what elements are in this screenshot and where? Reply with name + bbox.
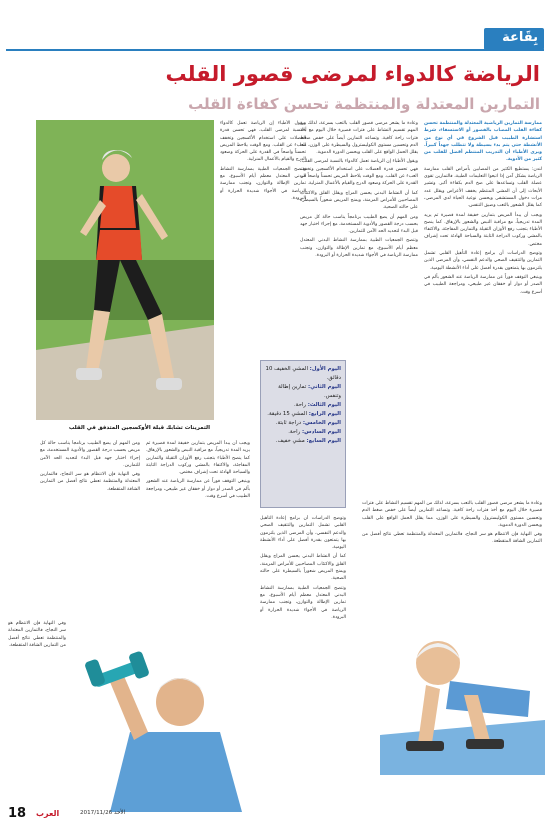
article-column-bottom-left (8, 620, 66, 805)
body-paragraph: وعادة ما يشعر مرضى قصور القلب بالتعب بسرعة، لذلك من المهم تقسيم النشاط على فترات قصيرة خلال اليوم مع أخذ فترات راحة كافية. وتساعد التمارين أيضاً على خفض ضغط الدم وتحسين مستوى الكوليسترول والسيطرة على الوزن، مما يقلل الحمل الواقع على القلب ويحسن الدورة الدموية. (362, 501, 542, 528)
issue-date: الأحد 2017/11/26 (80, 810, 126, 816)
article-column-lower-left (40, 440, 140, 610)
body-paragraph: وتنصح الجمعيات الطبية بممارسة النشاط البدني المعتدل معظم أيام الأسبوع، مع تمارين الإطالة والتوازن، وتجنب ممارسة الرياضة في الأجواء شديدة الحرارة أو البرودة. (300, 238, 418, 259)
headline: الرياضة كالدواء لمرضى قصور القلب (165, 62, 540, 86)
body-paragraph: وتوضح الدراسات أن برامج إعادة التأهيل القلبي تشمل التمارين والتثقيف الصحي والدعم النفسي، وأن المرضى الذين يلتزمون بها يتمتعون بقدرة أفضل على أداء الأنشطة اليومية. (260, 516, 346, 551)
body-paragraph: وتوضح الدراسات أن برامج إعادة التأهيل القلبي تشمل التمارين والتثقيف الصحي والدعم النفسي، وأن المرضى الذين يلتزمون بها يتمتعون بقدرة أفضل على أداء الأنشطة اليومية. (424, 251, 542, 271)
body-paragraph: ويجب أن يبدأ المريض بتمارين خفيفة لمدة قصيرة ثم يزيد المدة تدريجياً، مع مراقبة النبض والشعور بالإرهاق. كما ينصح الأطباء بتجنب رفع الأوزان الثقيلة والتمارين المفاجئة، والاكتفاء بالمشي وركوب الدراجة الثابتة والسباحة الهادئة تحت إشراف مختص. (424, 212, 542, 247)
dumbbell-man-photo (70, 612, 242, 812)
schedule-item: اليوم السابع: مشي خفيف. (275, 438, 341, 444)
schedule-item: اليوم الثاني: تمارين إطالة وتنفس. (278, 384, 341, 399)
page-number: 18 (8, 806, 27, 821)
pushup-man-photo (380, 625, 545, 775)
header-rule (6, 49, 544, 51)
schedule-item: اليوم الأول: المشي الخفيف 10 دقائق. (265, 366, 341, 381)
article-column-middle-left (220, 120, 306, 352)
body-paragraph: كما أن النشاط البدني يحسن المزاج ويقلل القلق والاكتئاب المصاحبين للأمراض المزمنة، ويمنح المريض شعوراً بالسيطرة على حالته الصحية. (260, 554, 346, 582)
schedule-item: اليوم الخامس: دراجة ثابتة. (275, 420, 341, 426)
body-paragraph: ويقول الأطباء إن الرياضة تعمل كالدواء بالنسبة لمرضى القلب، فهي تحسن قدرة العضلات على استخدام الأكسجين وتخفف العبء عن القلب. ومع الوقت يلاحظ المريض تحسناً واضحاً في القدرة على الحركة وصعود الدرج والقيام بالأعمال المنزلية. (300, 159, 418, 187)
section-label: بِقَاعة (502, 30, 538, 45)
intro-paragraph: ممارسة التمارين الرياضية المعتدلة والمنتظمة تحسن كفاءة القلب المصاب بالقصور أو الاستسقاء، شرط استشارة الطبيب قبل الشروع في أي نوع من الأنشطة حتى يتم بدء بسيطة ولا تتطلب جهداً كبيراً. ويرى الأطباء أن التدريب المنتظم أفضل للقلب من كثير من الأدوية. (424, 121, 542, 163)
page-footer (0, 805, 550, 825)
schedule-item: اليوم الرابع: المشي 15 دقيقة. (267, 411, 341, 417)
body-paragraph: ومن المهم أن يضع الطبيب برنامجاً يناسب حالة كل مريض بحسب درجة القصور والأدوية المستخدمة، مع إجراء اختبار جهد قبل البدء لتحديد الحد الآمن للتمارين. (300, 214, 418, 235)
section-header (0, 0, 550, 48)
article-column-lower-center (260, 515, 346, 810)
body-paragraph: وتنصح الجمعيات الطبية بممارسة النشاط البدني المعتدل معظم أيام الأسبوع، مع تمارين الإطالة والتوازن، وتجنب ممارسة الرياضة في الأجواء شديدة الحرارة أو البرودة. (260, 585, 346, 620)
article-column-lower-right (362, 500, 542, 620)
body-paragraph: ويقول الأطباء إن الرياضة تعمل كالدواء بالنسبة لمرضى القلب، فهي تحسن قدرة العضلات على استخدام الأكسجين وتخفف العبء عن القلب. ومع الوقت يلاحظ المريض تحسناً واضحاً في القدرة على الحركة وصعود الدرج والقيام بالأعمال المنزلية. (220, 121, 306, 163)
body-paragraph: وينبغي التوقف فوراً عن ممارسة الرياضة عند الشعور بألم في الصدر أو دوار أو خفقان غير طبيعي، ومراجعة الطبيب في أسرع وقت. (146, 479, 250, 500)
publication-brand: العرب (36, 809, 60, 818)
body-paragraph: وفي النهاية فإن الانتظام هو سر النجاح، فالتمارين المعتدلة والمنتظمة تعطي نتائج أفضل من التمارين الشاقة المتقطعة. (40, 472, 140, 492)
photo-caption: التمرينات تشابك قبلة الأوكسجين المتدفق في القلب (68, 425, 210, 431)
schedule-box (260, 360, 346, 508)
schedule-item: اليوم السادس: راحة. (288, 429, 341, 435)
runner-photo (36, 120, 214, 420)
body-paragraph: وفي النهاية فإن الانتظام هو سر النجاح، فالتمارين المعتدلة والمنتظمة تعطي نتائج أفضل من التمارين الشاقة المتقطعة. (8, 621, 66, 648)
article-column-lower-middle (146, 440, 250, 610)
schedule-item: اليوم الثالث: راحة. (293, 402, 341, 408)
body-paragraph: ويجب أن يبدأ المريض بتمارين خفيفة لمدة قصيرة ثم يزيد المدة تدريجياً، مع مراقبة النبض والشعور بالإرهاق. كما ينصح الأطباء بتجنب رفع الأوزان الثقيلة والتمارين المفاجئة، والاكتفاء بالمشي وركوب الدراجة الثابتة والسباحة الهادئة تحت إشراف مختص. (146, 441, 250, 476)
body-paragraph: ومن المهم أن يضع الطبيب برنامجاً يناسب حالة كل مريض بحسب درجة القصور والأدوية المستخدمة، مع إجراء اختبار جهد قبل البدء لتحديد الحد الآمن للتمارين. (40, 441, 140, 468)
body-paragraph: وتنصح الجمعيات الطبية بممارسة النشاط البدني المعتدل معظم أيام الأسبوع، مع تمارين الإطالة والتوازن، وتجنب ممارسة الرياضة في الأجواء شديدة الحرارة أو البرودة. (220, 166, 306, 201)
body-paragraph: كما أن النشاط البدني يحسن المزاج ويقلل القلق والاكتئاب المصاحبين للأمراض المزمنة، ويمنح المريض شعوراً بالسيطرة على حالته الصحية. (300, 190, 418, 211)
body-paragraph: لندن: يستطيع الكثير من المصابين بأمراض القلب ممارسة الرياضة بشكل آمن إذا اتبعوا التعليمات الطبية، فالتمارين تقوي عضلة القلب وتساعدها على ضخ الدم بكفاءة أكبر. وتشير الأبحاث إلى أن المشي المنتظم يخفف الأعراض ويقلل عدد مرات دخول المستشفى ويحسن نوعية الحياة لدى المرضى، كما يقلل الشعور بالتعب وضيق التنفس. (424, 166, 542, 209)
body-paragraph: وفي النهاية فإن الانتظام هو سر النجاح، فالتمارين المعتدلة والمنتظمة تعطي نتائج أفضل من التمارين الشاقة المتقطعة. (362, 532, 542, 545)
body-paragraph: وينبغي التوقف فوراً عن ممارسة الرياضة عند الشعور بألم في الصدر أو دوار أو خفقان غير طبيعي، ومراجعة الطبيب في أسرع وقت. (424, 274, 542, 295)
subhead: التمارين المعتدلة والمنتظمة تحسن كفاءة القلب (188, 95, 540, 113)
body-paragraph: وعادة ما يشعر مرضى قصور القلب بالتعب بسرعة، لذلك من المهم تقسيم النشاط على فترات قصيرة خلال اليوم مع أخذ فترات راحة كافية. وتساعد التمارين أيضاً على خفض ضغط الدم وتحسين مستوى الكوليسترول والسيطرة على الوزن، مما يقلل الحمل الواقع على القلب ويحسن الدورة الدموية. (300, 121, 418, 156)
